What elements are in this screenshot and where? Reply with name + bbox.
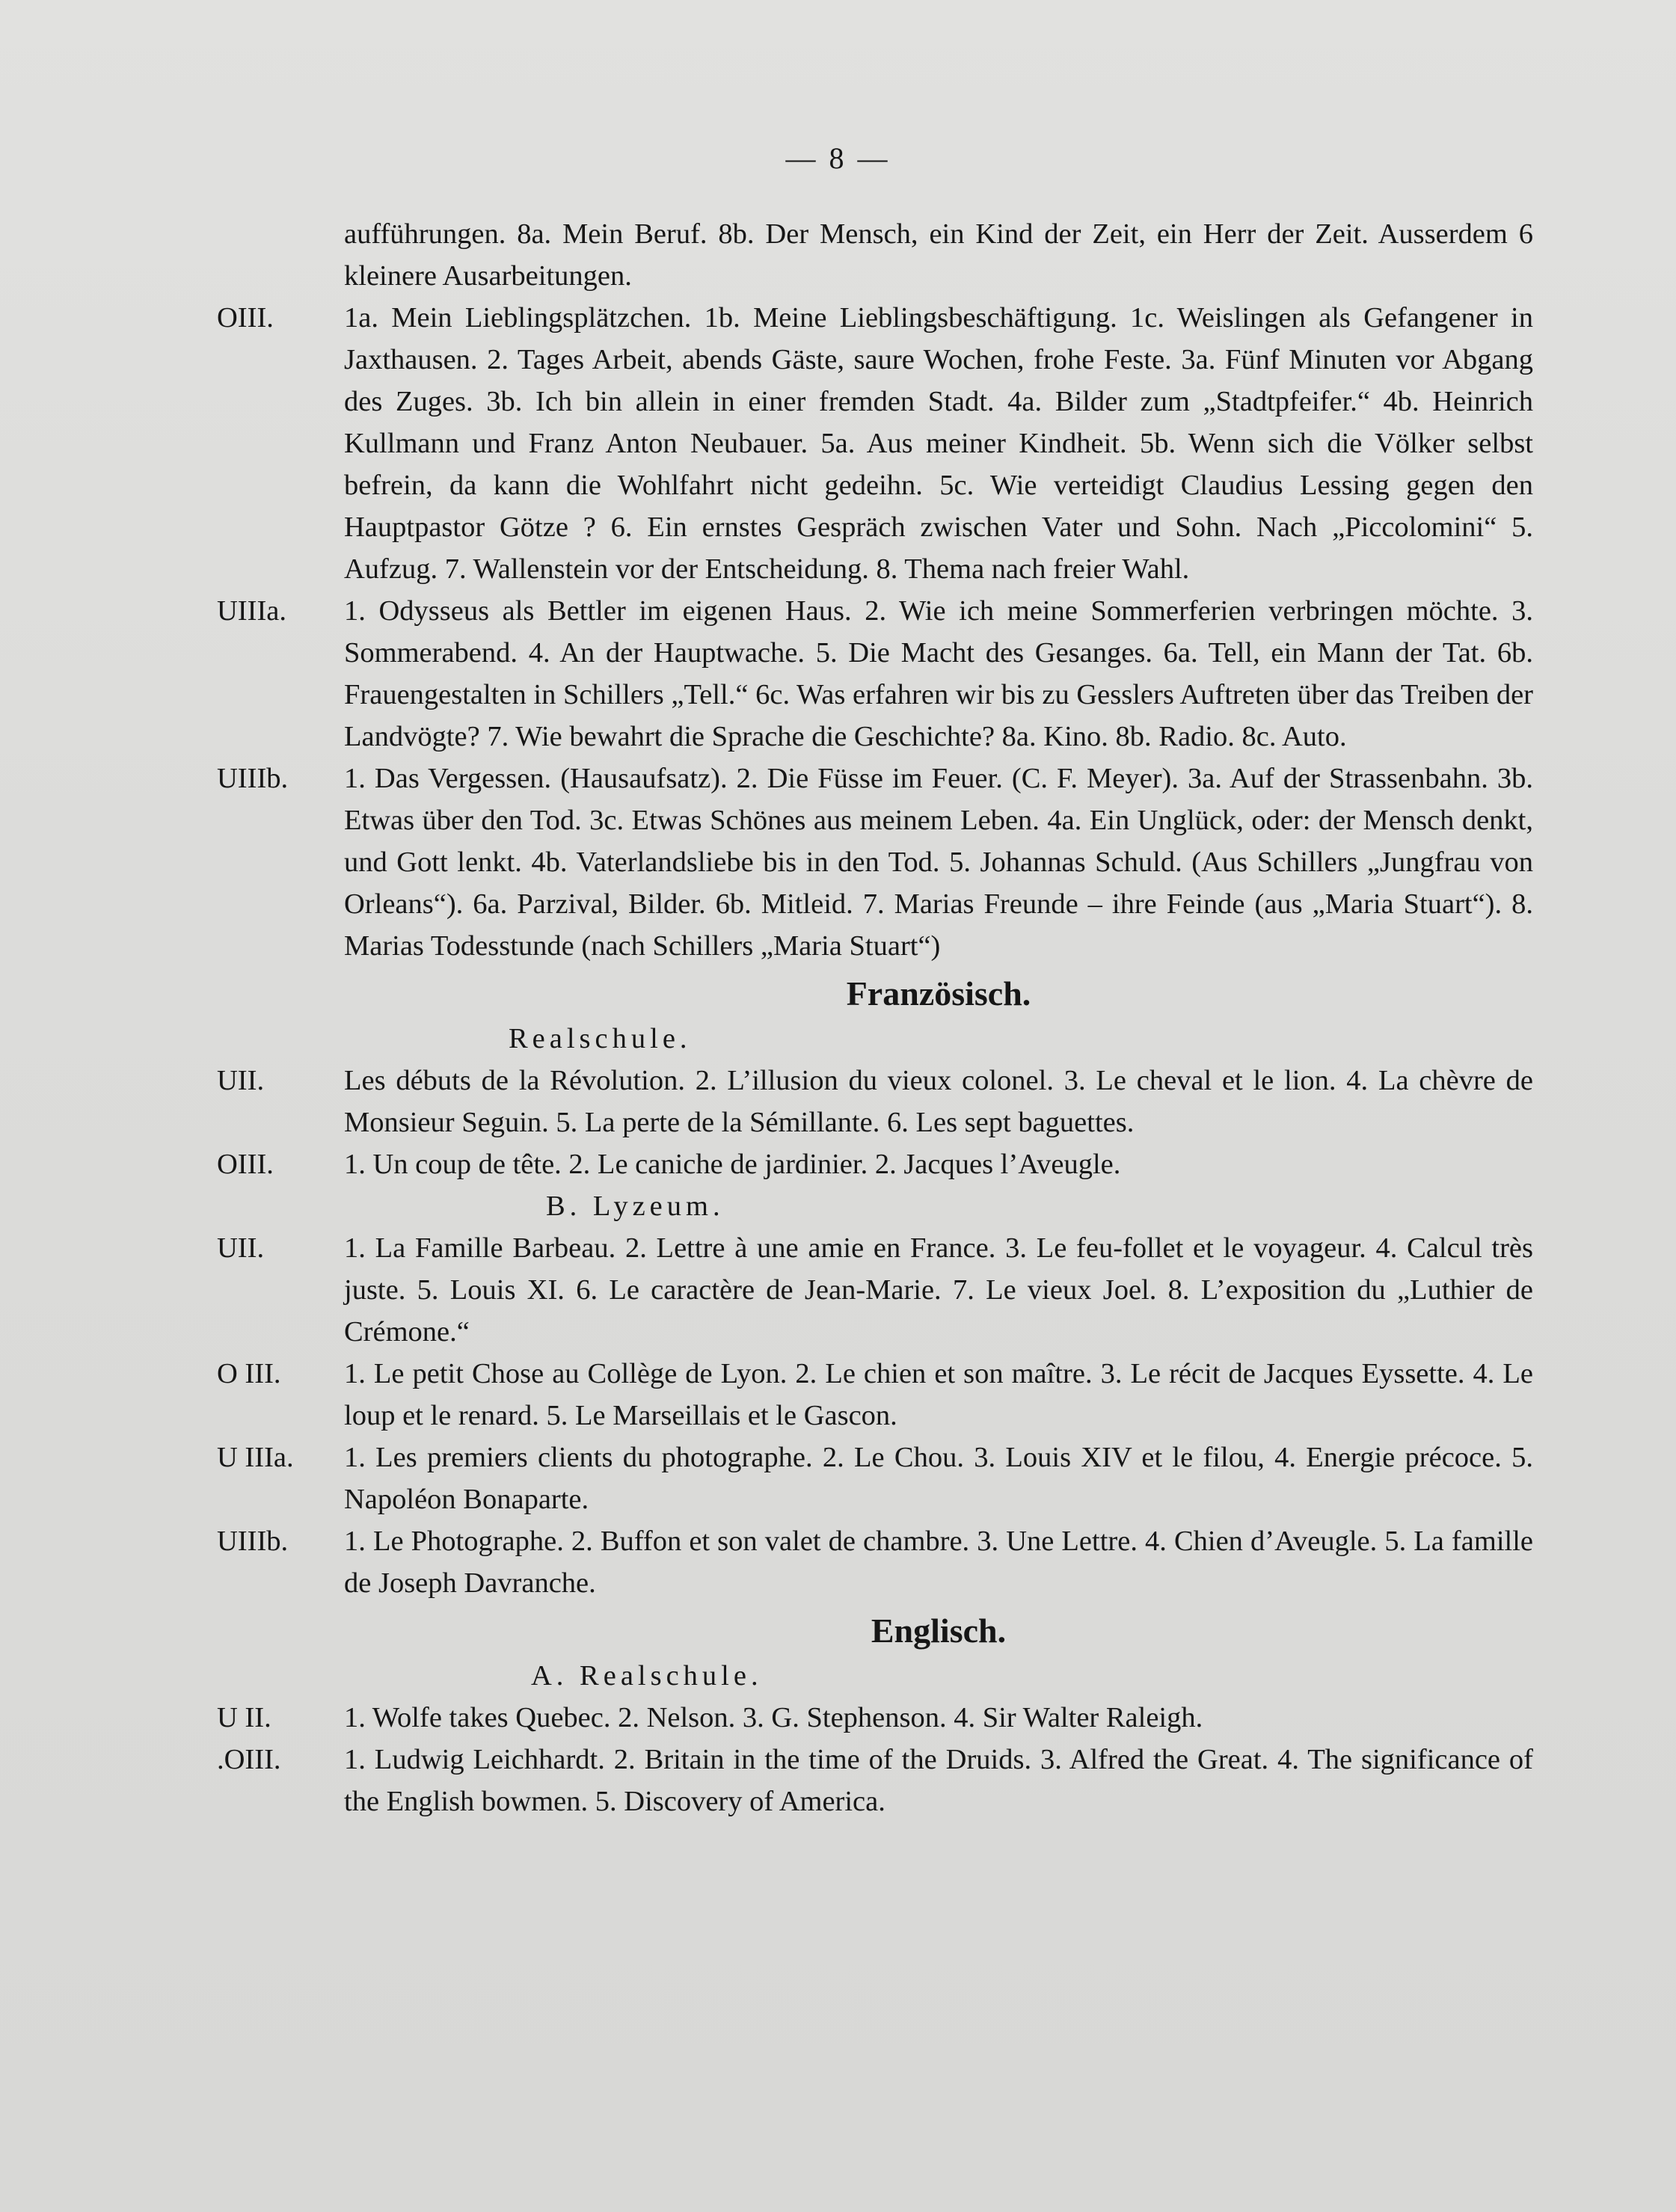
entry-text: 1a. Mein Lieblingsplätzchen. 1b. Meine Lieblingsbeschäftigung. 1c. Weislingen als Gefangener in Jaxthausen. 2. Tages Arbeit, abends Gäste, saure Wochen, frohe Feste. 3a. Fünf Minuten vor Abgang des Zuges. 3b. Ich bin allein in einer fremden Stadt. 4a. Bilder zum „Stadtpfeifer.“ 4b. Heinrich Kullmann und Franz Anton Neubauer. 5a. Aus meiner Kindheit. 5b. Wenn sich die Völker selbst befrein, da kann die Wohlfahrt nicht gedeihn. 5c. Wie verteidigt Claudius Lessing gegen den Hauptpastor Götze ? 6. Ein ernstes Gespräch zwischen Vater und Sohn. Nach „Piccolomini“ 5. Aufzug. 7. Wallenstein vor der Entscheidung. 8. Thema nach freier Wahl. xyxy=(344,302,1533,585)
german-continuation xyxy=(217,213,1533,297)
french-realschule-oiii xyxy=(217,1143,1533,1185)
french-lyzeum-heading: B. Lyzeum. xyxy=(546,1191,725,1222)
entry-text: 1. Ludwig Leichhardt. 2. Britain in the time of the Druids. 3. Alfred the Great. 4. The significance of the English bowmen. 5. Discovery of America. xyxy=(344,1744,1533,1817)
english-entry-uii xyxy=(217,1697,1533,1739)
german-entry-uiiia xyxy=(217,590,1533,758)
entry-text: Les débuts de la Révolution. 2. L’illusion du vieux colonel. 3. Le cheval et le lion. 4. La chèvre de Monsieur Seguin. 5. La perte de la Sémillante. 6. Les sept baguettes. xyxy=(344,1065,1533,1138)
french-lyzeum-uiiia xyxy=(217,1437,1533,1520)
entry-text: 1. Un coup de tête. 2. Le caniche de jardinier. 2. Jacques l’Aveugle. xyxy=(344,1149,1121,1180)
class-label: OIII. xyxy=(217,302,274,334)
class-label: UIIIa. xyxy=(217,595,286,627)
german-continuation-text: aufführungen. 8a. Mein Beruf. 8b. Der Mensch, ein Kind der Zeit, ein Herr der Zeit. Ausserdem 6 kleinere Ausarbeitungen. xyxy=(344,218,1533,292)
french-realschule-heading: Realschule. xyxy=(509,1023,692,1054)
class-label: UIIIb. xyxy=(217,1526,289,1557)
english-section-title: Englisch. xyxy=(871,1612,1007,1650)
entry-text: 1. Les premiers clients du photographe. 2. Le Chou. 3. Louis XIV et le filou, 4. Energie précoce. 5. Napoléon Bonaparte. xyxy=(344,1442,1533,1515)
french-lyzeum-uiiib xyxy=(217,1520,1533,1604)
entry-text: 1. Odysseus als Bettler im eigenen Haus. 2. Wie ich meine Sommerferien verbringen möchte. 3. Sommerabend. 4. An der Hauptwache. 5. Die Macht des Gesanges. 6a. Tell, ein Mann der Tat. 6b. Frauengestalten in Schillers „Tell.“ 6c. Was erfahren wir bis zu Gesslers Auftreten über das Treiben der Landvögte? 7. Wie bewahrt die Sprache die Geschichte? 8a. Kino. 8b. Radio. 8c. Auto. xyxy=(344,595,1533,752)
german-entry-oiii xyxy=(217,297,1533,590)
class-label: OIII. xyxy=(217,1149,274,1180)
english-realschule-heading: A. Realschule. xyxy=(531,1660,763,1692)
french-realschule-uii xyxy=(217,1060,1533,1143)
french-lyzeum-uii xyxy=(217,1227,1533,1353)
class-label: O III. xyxy=(217,1358,281,1389)
class-label: .OIII. xyxy=(217,1744,281,1775)
entry-text: 1. Das Vergessen. (Hausaufsatz). 2. Die Füsse im Feuer. (C. F. Meyer). 3a. Auf der Strassenbahn. 3b. Etwas über den Tod. 3c. Etwas Schönes aus meinem Leben. 4a. Ein Unglück, oder: der Mensch denkt, und Gott lenkt. 4b. Vaterlandsliebe bis in den Tod. 5. Johannas Schuld. (Aus Schillers „Jungfrau von Orleans“). 6a. Parzival, Bilder. 6b. Mitleid. 7. Marias Freunde – ihre Feinde (aus „Maria Stuart“). 8. Marias Todesstunde (nach Schillers „Maria Stuart“) xyxy=(344,763,1533,962)
german-entry-uiiib xyxy=(217,758,1533,967)
french-section-title: Französisch. xyxy=(846,974,1031,1013)
class-label: UII. xyxy=(217,1232,265,1264)
entry-text: 1. Le Photographe. 2. Buffon et son valet de chambre. 3. Une Lettre. 4. Chien d’Aveugle. 5. La famille de Joseph Davranche. xyxy=(344,1526,1533,1599)
english-entry-oiii xyxy=(217,1739,1533,1822)
class-label: UII. xyxy=(217,1065,265,1096)
class-label: UIIIb. xyxy=(217,763,289,794)
french-lyzeum-oiii xyxy=(217,1353,1533,1437)
entry-text: 1. La Famille Barbeau. 2. Lettre à une amie en France. 3. Le feu-follet et le voyageur. 4. Calcul très juste. 5. Louis XI. 6. Le caractère de Jean-Marie. 7. Le vieux Joel. 8. L’exposition du „Luthier de Crémone.“ xyxy=(344,1232,1533,1348)
entry-text: 1. Wolfe takes Quebec. 2. Nelson. 3. G. Stephenson. 4. Sir Walter Raleigh. xyxy=(344,1702,1203,1733)
page-content xyxy=(217,213,1533,1822)
page-number: — 8 — xyxy=(785,141,891,175)
class-label: U IIIa. xyxy=(217,1442,294,1473)
class-label: U II. xyxy=(217,1702,271,1733)
entry-text: 1. Le petit Chose au Collège de Lyon. 2. Le chien et son maître. 3. Le récit de Jacques Eyssette. 4. Le loup et le renard. 5. Le Marseillais et le Gascon. xyxy=(344,1358,1533,1431)
